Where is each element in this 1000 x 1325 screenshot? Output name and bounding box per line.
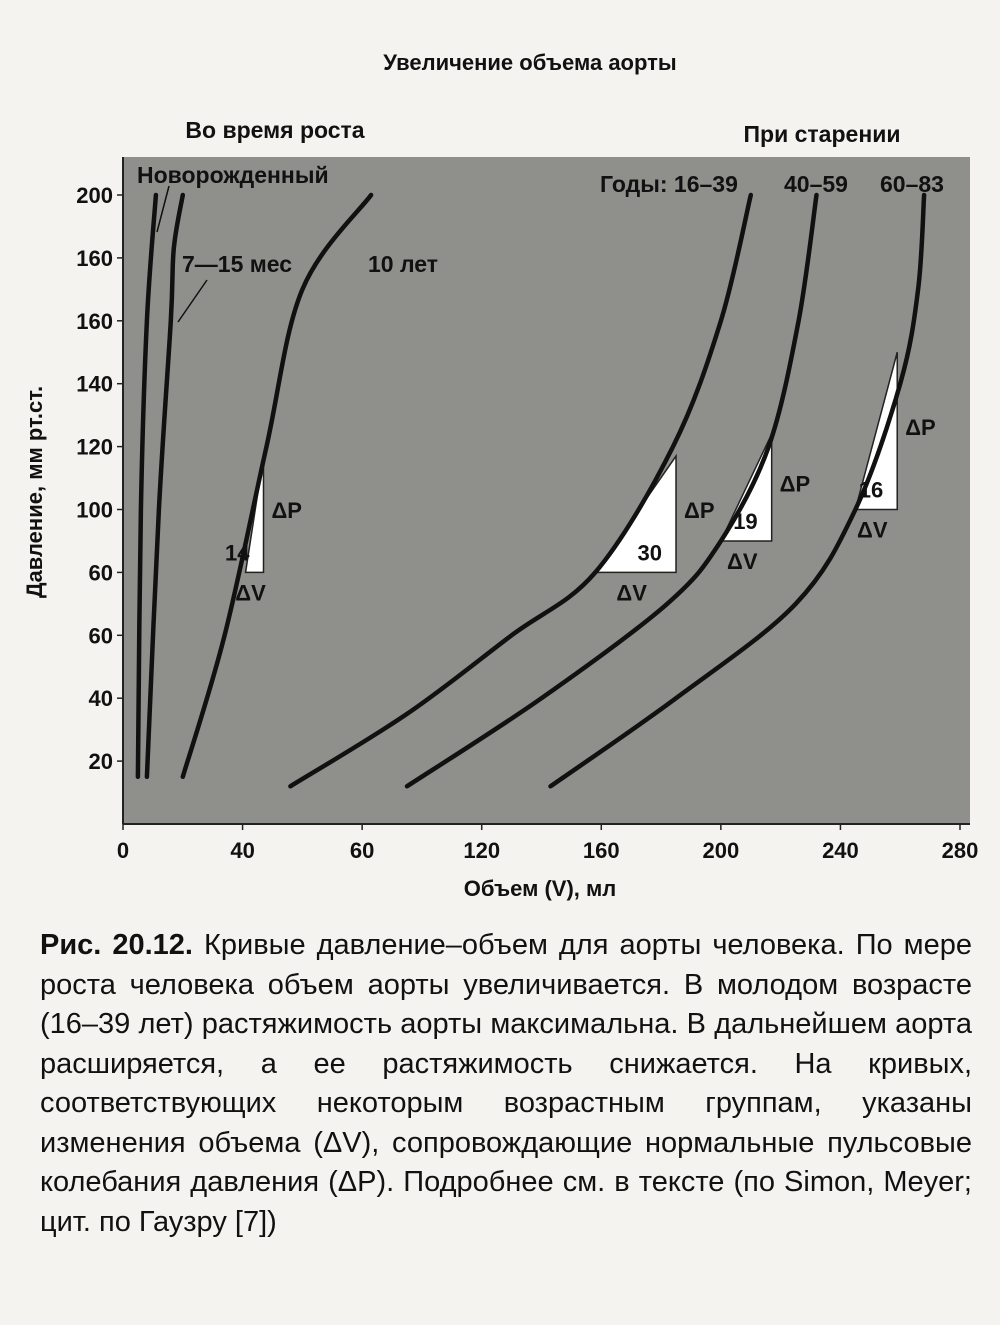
- y-tick-label: 100: [76, 497, 113, 523]
- delta-v-value: 14: [225, 540, 250, 566]
- delta-p-label: ΔP: [779, 471, 811, 497]
- delta-p-label: ΔP: [271, 498, 302, 524]
- child-label: 10 лет: [368, 251, 439, 277]
- y-tick-label: 200: [76, 183, 113, 208]
- x-tick-label: 60: [349, 838, 375, 863]
- figure-caption: [40, 926, 972, 1242]
- newborn-label: Новорожденный: [137, 162, 329, 188]
- x-tick-label: 240: [822, 838, 859, 863]
- aging-section-label: При старении: [743, 121, 901, 147]
- delta-v-label: ΔV: [727, 548, 758, 574]
- delta-v-value: 19: [733, 508, 758, 534]
- delta-v-label: ΔV: [235, 580, 266, 606]
- x-tick-label: 0: [116, 838, 130, 863]
- y-tick-label: 40: [88, 686, 113, 712]
- x-tick-label: 200: [702, 838, 740, 863]
- x-tick-label: 280: [941, 838, 979, 863]
- caption-text: Кривые давление–объем для аорты человека. По мере роста человека объем аорты увеличивается. В молодом возрасте (16–39 лет) растяжимость аорты максимальна. В дальнейшем аорта расширяется, а ее растяжимость снижается. На кривых, соответствующих некоторым возрастным группам, указаны изменения объема (ΔV), сопровождающие нормальные пульсовые колебания давления (ΔP). Подробнее см. в тексте (по Simon, Meyer; цит. по Гаузру [7]): [40, 929, 972, 1238]
- years-label: Годы: 16–39: [600, 171, 738, 197]
- chart-title: Увеличение объема аорты: [383, 50, 677, 75]
- y-tick-label: 140: [76, 371, 113, 397]
- delta-p-label: ΔP: [684, 498, 715, 524]
- infant-label: 7—15 мес: [182, 251, 293, 277]
- y-axis-title: Давление, мм рт.ст.: [22, 385, 47, 599]
- delta-v-label: ΔV: [616, 580, 647, 606]
- delta-v-label: ΔV: [857, 517, 888, 543]
- x-tick-label: 160: [582, 838, 620, 863]
- y-tick-label: 120: [76, 434, 113, 460]
- delta-v-value: 16: [858, 477, 884, 503]
- growth-section-label: Во время роста: [185, 117, 365, 143]
- figure-label: Рис. 20.12.: [40, 929, 193, 961]
- y-tick-label: 60: [88, 623, 113, 649]
- x-tick-label: 120: [463, 838, 501, 863]
- age-40-59-label: 40–59: [784, 171, 848, 197]
- x-axis-title: Объем (V), мл: [463, 876, 617, 901]
- y-tick-label: 160: [76, 308, 113, 334]
- y-tick-label: 60: [88, 560, 113, 586]
- x-tick-label: 40: [230, 838, 255, 863]
- delta-v-value: 30: [637, 540, 663, 566]
- age-60-83-label: 60–83: [880, 171, 944, 197]
- delta-p-label: ΔP: [905, 414, 936, 440]
- y-tick-label: 20: [88, 749, 113, 775]
- y-tick-label: 160: [76, 245, 113, 271]
